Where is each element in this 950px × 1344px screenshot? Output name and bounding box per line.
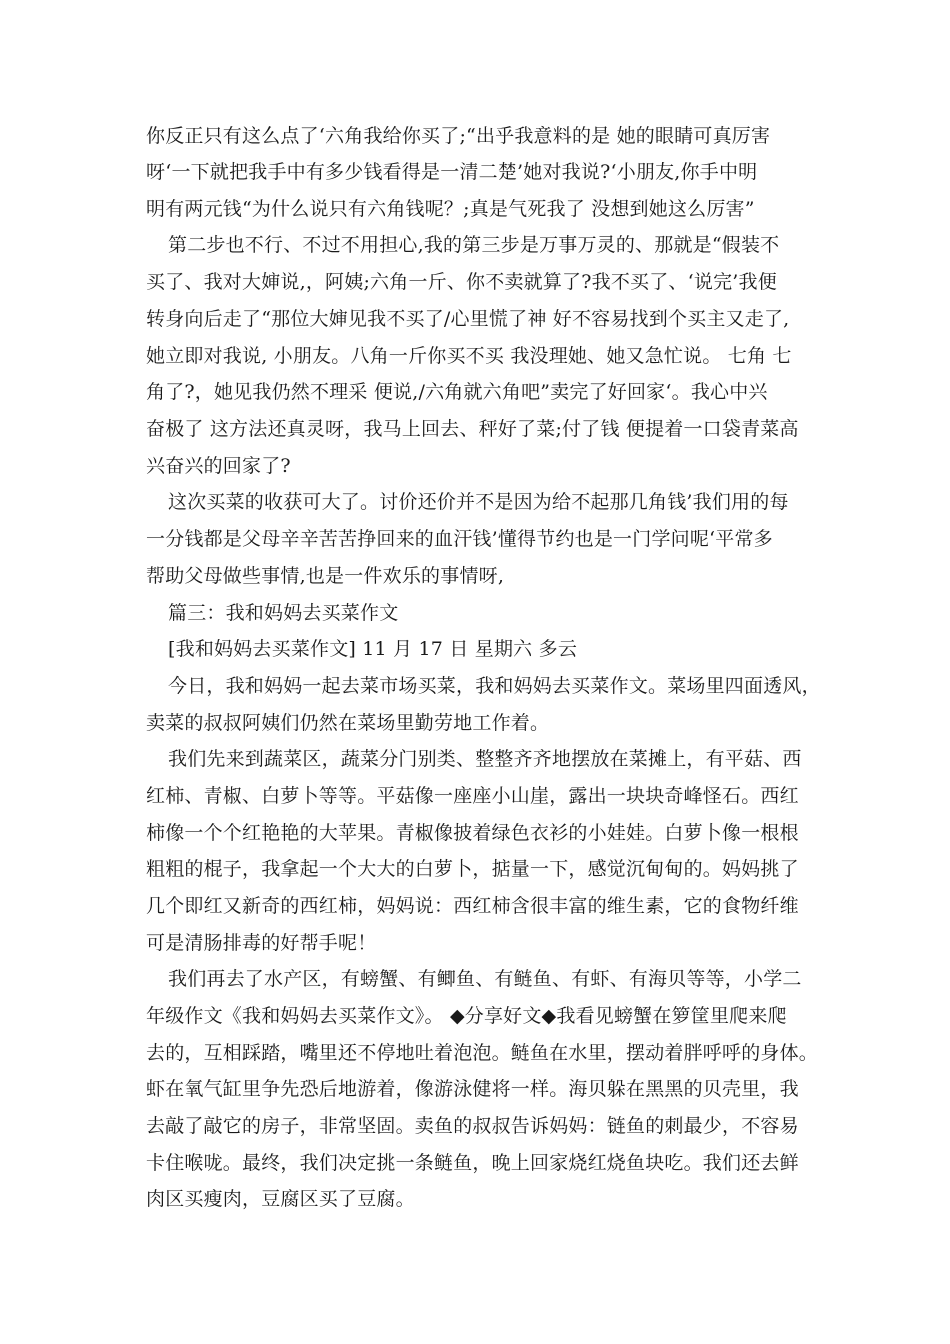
text-line: 几个即红又新奇的西红柿，妈妈说：西红柿含很丰富的维生素，它的食物纤维 xyxy=(146,895,799,917)
text-line: 去的，互相踩踏，嘴里还不停地吐着泡泡。鲢鱼在水里，摆动着胖呼呼的身体。 xyxy=(146,1042,819,1064)
text-line: 奋极了 这方法还真灵呀，我马上回去、秤好了菜;付了钱 便提着一口袋青菜高 xyxy=(146,418,799,440)
text-line: 虾在氧气缸里争先恐后地游着，像游泳健将一样。海贝躲在黑黑的贝壳里，我 xyxy=(146,1078,799,1100)
text-line: 卖菜的叔叔阿姨们仍然在菜场里勤劳地工作着。 xyxy=(146,712,550,734)
text-line: 年级作文《我和妈妈去买菜作文》。 ◆分享好文◆我看见螃蟹在箩筐里爬来爬 xyxy=(146,1005,787,1027)
text-line: 角了?，她见我仍然不理采 便说,/六角就六角吧”卖完了好回家‘。我心中兴 xyxy=(146,381,768,403)
text-line: 转身向后走了“那位大婶见我不买了/心里慌了神 好不容易找到个买主又走了, xyxy=(146,308,790,330)
text-line: 去敲了敲它的房子，非常坚固。卖鱼的叔叔告诉妈妈：链鱼的刺最少，不容易 xyxy=(146,1115,799,1137)
text-line: 柿像一个个红艳艳的大苹果。青椒像披着绿色衣衫的小娃娃。白萝卜像一根根 xyxy=(146,822,799,844)
paragraph-start-line: 第二步也不行、不过不用担心,我的第三步是万事万灵的、那就是“假装不 xyxy=(168,234,780,256)
date-line: [我和妈妈去买菜作文] 11 月 17 日 星期六 多云 xyxy=(168,638,578,660)
text-line: 明有两元钱“为什么说只有六角钱呢？;真是气死我了 没想到她这么厉害” xyxy=(146,198,755,220)
text-line: 肉区买瘦肉，豆腐区买了豆腐。 xyxy=(146,1188,415,1210)
text-line: 卡住喉咙。最终，我们决定挑一条鲢鱼，晚上回家烧红烧鱼块吃。我们还去鲜 xyxy=(146,1152,799,1174)
text-line: 红柿、青椒、白萝卜等等。平菇像一座座小山崖，露出一块块奇峰怪石。西红 xyxy=(146,785,799,807)
paragraph-start-line: 我们再去了水产区，有螃蟹、有鲫鱼、有鲢鱼、有虾、有海贝等等，小学二 xyxy=(168,968,802,990)
text-line: 呀‘一下就把我手中有多少钱看得是一清二楚’她对我说?‘小朋友,你手中明 xyxy=(146,161,758,183)
text-line: 帮助父母做些事情,也是一件欢乐的事情呀, xyxy=(146,565,505,587)
paragraph-start-line: 这次买菜的收获可大了。讨价还价并不是因为给不起那几角钱’我们用的每 xyxy=(168,491,789,513)
text-line: 可是清肠排毒的好帮手呢！ xyxy=(146,932,377,954)
text-line: 一分钱都是父母辛辛苦苦挣回来的血汗钱’懂得节约也是一门学问呢‘平常多 xyxy=(146,528,773,550)
text-line: 粗粗的棍子，我拿起一个大大的白萝卜，掂量一下，感觉沉甸甸的。妈妈挑了 xyxy=(146,858,799,880)
text-line: 她立即对我说, 小朋友。八角一斤你买不买 我没理她、她又急忙说。 七角 七 xyxy=(146,345,792,367)
paragraph-start-line: 我们先来到蔬菜区，蔬菜分门别类、整整齐齐地摆放在菜摊上，有平菇、西 xyxy=(168,748,802,770)
paragraph-start-line: 今日，我和妈妈一起去菜市场买菜，我和妈妈去买菜作文。菜场里四面透风， xyxy=(168,675,821,697)
text-line: 买了、我对大婶说,，阿姨;六角一斤、你不卖就算了?我不买了、‘说完’我便 xyxy=(146,271,777,293)
text-line: 你反正只有这么点了‘六角我给你买了;“出乎我意料的是 她的眼睛可真厉害 xyxy=(146,125,771,147)
text-line: 兴奋兴的回家了? xyxy=(146,455,291,477)
section-title: 篇三：我和妈妈去买菜作文 xyxy=(168,602,399,624)
